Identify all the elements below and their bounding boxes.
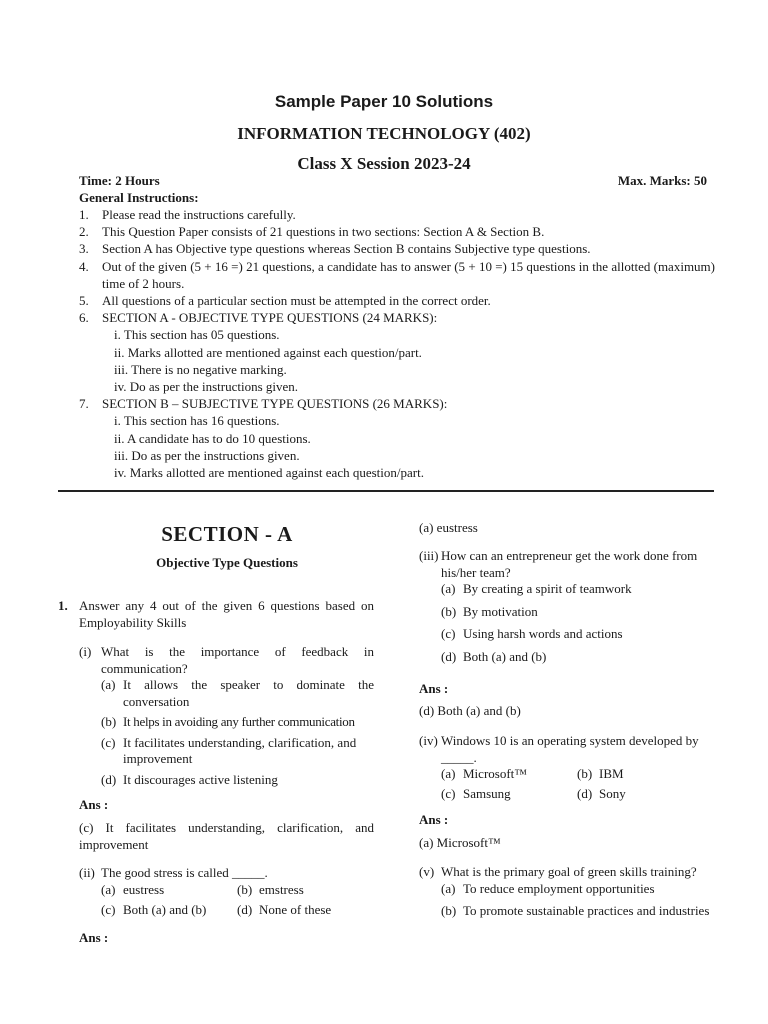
- option: (a) By creating a spirit of teamwork: [441, 581, 632, 596]
- option: (d) None of these: [237, 902, 332, 917]
- question-iv: (iv) Windows 10 is an operating system developed by _____. (a) Microsoft™ (b) IBM (c) Samsung (d) Sony: [419, 733, 715, 802]
- section-subtitle: Objective Type Questions: [156, 555, 298, 570]
- option: (c) Both (a) and (b): [101, 902, 207, 917]
- section-b-note: iii. Do as per the instructions given.: [114, 447, 300, 463]
- answer-label: Ans :: [79, 797, 109, 812]
- instruction-item: 6. SECTION A - OBJECTIVE TYPE QUESTIONS (24 MARKS):: [79, 310, 438, 326]
- paper-title: Sample Paper 10 Solutions: [274, 92, 494, 111]
- answer-text: (c) It facilitates understanding, clarification, and improvement: [79, 820, 374, 852]
- section-a-note: iv. Do as per the instructions given.: [114, 379, 299, 395]
- answer-text: (a) Microsoft™: [419, 835, 501, 850]
- divider: [58, 490, 714, 492]
- time-label: Time: 2 Hours: [79, 173, 160, 188]
- max-marks-label: Max. Marks: 50: [617, 173, 707, 188]
- answer-label: Ans :: [419, 812, 449, 827]
- option: (a) To reduce employment opportunities: [441, 880, 655, 896]
- answer-label: Ans :: [79, 930, 109, 945]
- option: (b) emstress: [237, 881, 304, 897]
- section-b-note: ii. A candidate has to do 10 questions.: [114, 430, 311, 446]
- answer-text: (d) Both (a) and (b): [419, 703, 521, 718]
- instruction-item: 1. Please read the instructions carefully.: [79, 207, 296, 222]
- option: (b) By motivation: [441, 603, 538, 619]
- option: (d) It discourages active listening: [101, 771, 278, 787]
- section-b-note: iv. Marks allotted are mentioned against each question/part.: [114, 465, 424, 481]
- general-instructions-heading: General Instructions:: [79, 190, 199, 205]
- subject-title: INFORMATION TECHNOLOGY (402): [237, 124, 531, 143]
- question-ii: (ii) The good stress is called _____. (a) eustress (b) emstress (c) Both (a) and (b) (d) None of these: [79, 865, 374, 919]
- section-b-note: i. This section has 16 questions.: [114, 413, 280, 429]
- question-i: (i) What is the importance of feedback in communication? (a) It allows the speaker to dominate the conversation (b) It helps in avoiding any further communication (c) It facilitates understanding, clarification, and improvement (d) It discourages active listening: [79, 644, 374, 787]
- option: (d) Sony: [577, 785, 626, 801]
- instruction-item: 7. SECTION B – SUBJECTIVE TYPE QUESTIONS (26 MARKS):: [79, 396, 448, 412]
- option: (d) Both (a) and (b): [441, 648, 547, 664]
- question-1: 1. Answer any 4 out of the given 6 questions based on Employability Skills: [58, 598, 374, 630]
- instructions-list: [79, 206, 715, 481]
- question-v: (v) What is the primary goal of green skills training? (a) To reduce employment opportunities (b) To promote sustainable practices and industries: [419, 864, 715, 920]
- instruction-item: 5. All questions of a particular section must be attempted in the correct order.: [79, 293, 491, 309]
- question-iii: (iii) How can an entrepreneur get the work done from his/her team? (a) By creating a spirit of teamwork (b) By motivation (c) Using harsh words and actions (d) Both (a) and (b): [419, 548, 715, 665]
- option: (b) It helps in avoiding any further communication: [101, 714, 355, 729]
- option: (c) Samsung: [441, 785, 511, 801]
- option: (b) To promote sustainable practices and industries: [441, 903, 710, 918]
- instruction-item: 2. This Question Paper consists of 21 questions in two sections: Section A & Section B.: [79, 224, 545, 240]
- option: (c) Using harsh words and actions: [441, 626, 623, 641]
- option: (a) It allows the speaker to dominate the conversation: [101, 677, 374, 709]
- section-a-note: i. This section has 05 questions.: [114, 327, 280, 343]
- section-a-note: ii. Marks allotted are mentioned against each question/part.: [114, 344, 422, 360]
- option: (c) It facilitates understanding, clarification, and improvement: [101, 734, 357, 766]
- section-title: SECTION - A: [161, 522, 293, 546]
- instruction-item: 3. Section A has Objective type questions whereas Section B contains Subjective type questions.: [79, 241, 591, 257]
- option: (b) IBM: [577, 766, 624, 781]
- answer-label: Ans :: [419, 681, 449, 696]
- option: (a) eustress: [101, 881, 165, 897]
- answer-text: (a) eustress: [419, 520, 478, 535]
- instruction-item: 4. Out of the given (5 + 16 =) 21 questions, a candidate has to answer (5 + 10 =) 15 questions in the allotted (maximum) time of 2 hours.: [79, 258, 715, 291]
- option: (a) Microsoft™: [441, 766, 528, 781]
- session-title: Class X Session 2023-24: [297, 154, 471, 173]
- section-a-note: iii. There is no negative marking.: [114, 361, 287, 377]
